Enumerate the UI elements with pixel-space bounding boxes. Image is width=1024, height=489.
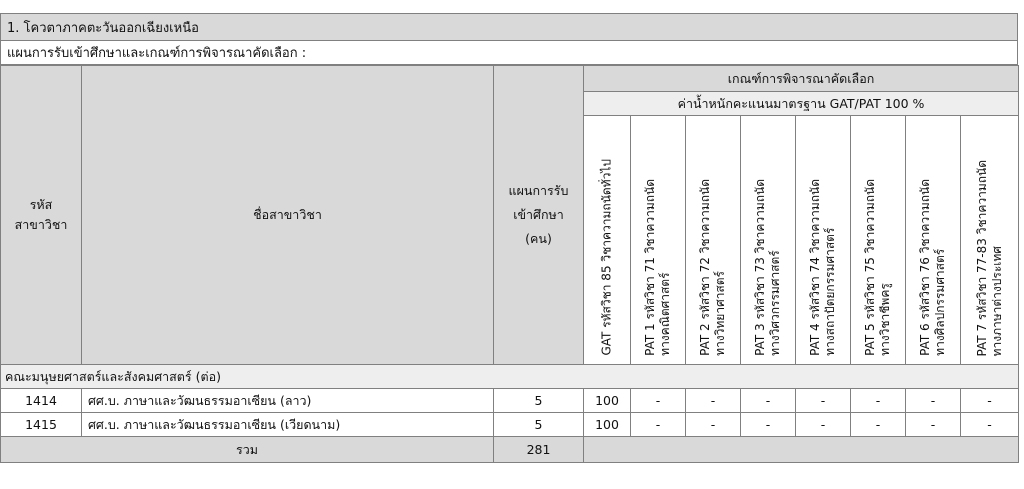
header-weight: ค่าน้ำหนักคะแนนมาตรฐาน GAT/PAT 100 % bbox=[584, 92, 1019, 116]
header-pat1: PAT 1 รหัสวิชา 71 วิชาความถนัด ทางคณิตศาสตร์ bbox=[631, 116, 686, 365]
row-pat2: - bbox=[686, 389, 741, 413]
row-pat4: - bbox=[796, 413, 851, 437]
row-code: 1415 bbox=[1, 413, 82, 437]
row-pat3: - bbox=[741, 389, 796, 413]
total-row bbox=[1, 437, 1019, 463]
row-pat6: - bbox=[906, 413, 961, 437]
row-code: 1414 bbox=[1, 389, 82, 413]
header-code: รหัส สาขาวิชา bbox=[1, 66, 82, 365]
table-row bbox=[1, 389, 1019, 413]
row-pat7: - bbox=[961, 389, 1019, 413]
row-name: ศศ.บ. ภาษาและวัฒนธรรมอาเซียน (ลาว) bbox=[82, 389, 494, 413]
row-pat7: - bbox=[961, 413, 1019, 437]
total-label: รวม bbox=[1, 437, 494, 463]
total-value: 281 bbox=[494, 437, 584, 463]
header-gat: GAT รหัสวิชา 85 วิชาความถนัดทั่วไป bbox=[584, 116, 631, 365]
header-pat5: PAT 5 รหัสวิชา 75 วิชาความถนัด ทางวิชาชีพครู bbox=[851, 116, 906, 365]
row-pat6: - bbox=[906, 389, 961, 413]
row-pat3: - bbox=[741, 413, 796, 437]
header-pat4: PAT 4 รหัสวิชา 74 วิชาความถนัด ทางสถาปัตยกรรมศาสตร์ bbox=[796, 116, 851, 365]
header-criteria: เกณฑ์การพิจารณาคัดเลือก bbox=[584, 66, 1019, 92]
header-pat3: PAT 3 รหัสวิชา 73 วิชาความถนัด ทางวิศวกรรมศาสตร์ bbox=[741, 116, 796, 365]
header-plan: แผนการรับ เข้าศึกษา (คน) bbox=[494, 66, 584, 365]
row-name: ศศ.บ. ภาษาและวัฒนธรรมอาเซียน (เวียดนาม) bbox=[82, 413, 494, 437]
header-pat2: PAT 2 รหัสวิชา 72 วิชาความถนัด ทางวิทยาศาสตร์ bbox=[686, 116, 741, 365]
table-row bbox=[1, 413, 1019, 437]
row-pat2: - bbox=[686, 413, 741, 437]
row-pat5: - bbox=[851, 413, 906, 437]
admission-table bbox=[0, 65, 1019, 463]
row-pat1: - bbox=[631, 413, 686, 437]
header-pat6: PAT 6 รหัสวิชา 76 วิชาความถนัด ทางศิลปกรรมศาสตร์ bbox=[906, 116, 961, 365]
faculty-row: คณะมนุษยศาสตร์และสังคมศาสตร์ (ต่อ) bbox=[1, 365, 1019, 389]
row-plan: 5 bbox=[494, 389, 584, 413]
total-empty bbox=[584, 437, 1019, 463]
row-pat1: - bbox=[631, 389, 686, 413]
row-gat: 100 bbox=[584, 389, 631, 413]
row-pat4: - bbox=[796, 389, 851, 413]
section-subtitle: แผนการรับเข้าศึกษาและเกณฑ์การพิจารณาคัดเลือก : bbox=[0, 41, 1018, 65]
header-pat7: PAT 7 รหัสวิชา 77-83 วิชาความถนัด ทางภาษาต่างประเทศ bbox=[961, 116, 1019, 365]
section-title: 1. โควตาภาคตะวันออกเฉียงเหนือ bbox=[0, 13, 1018, 41]
row-pat5: - bbox=[851, 389, 906, 413]
row-plan: 5 bbox=[494, 413, 584, 437]
quota-document bbox=[0, 13, 1018, 463]
header-name: ชื่อสาขาวิชา bbox=[82, 66, 494, 365]
row-gat: 100 bbox=[584, 413, 631, 437]
